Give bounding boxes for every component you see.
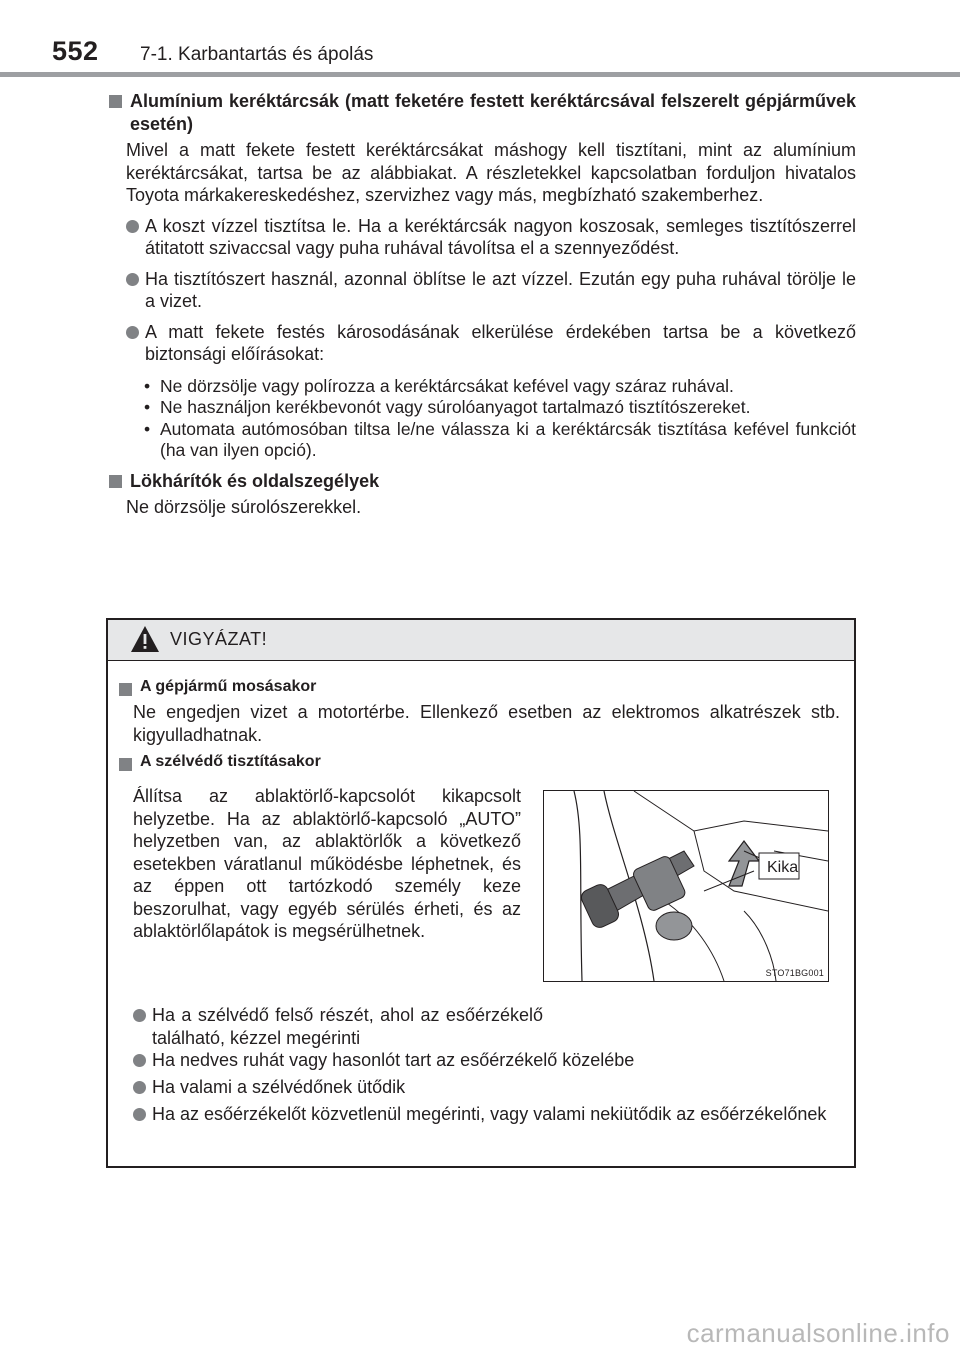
list-item-text: Ha nedves ruhát vagy hasonlót tart az esőérzékelő közelébe — [152, 1050, 635, 1070]
list-item — [133, 1049, 842, 1072]
round-bullet-icon — [126, 220, 139, 233]
wiper-lever-illustration — [544, 791, 828, 981]
warning-title: VIGYÁZAT! — [170, 629, 268, 649]
square-bullet-icon — [109, 475, 122, 488]
warning-header — [108, 620, 854, 661]
list-item-text: A koszt vízzel tisztítsa le. Ha a keréktárcsák nagyon koszosak, semleges tisztítószerrel átitatott szivaccsal vagy puha ruhával távolítsa el a szennyeződést. — [145, 215, 856, 258]
wash-heading — [116, 678, 850, 696]
list-item — [133, 1076, 842, 1099]
bumpers-text: Ne dörzsölje súrolószerekkel. — [126, 497, 362, 517]
round-bullet-icon — [126, 326, 139, 339]
square-bullet-icon — [119, 758, 132, 771]
sub-list-item — [106, 376, 856, 398]
wheels-intro: Mivel a matt fekete festett keréktárcsákat máshogy kell tisztítani, mint az alumínium keréktárcsákat, tartsa be az alábbiakat. A részletekkel kapcsolatban forduljon hivatalos Toyota márkakereskedéshez, szervizhez vagy más, megbízható szakemberhez. — [126, 140, 856, 205]
windshield-heading — [116, 753, 850, 771]
list-item — [133, 1103, 842, 1126]
main-content — [106, 90, 856, 527]
bumpers-heading — [106, 470, 856, 493]
windshield-text: Állítsa az ablaktörlő-kapcsolót kikapcsolt helyzetbe. Ha az ablaktörlő-kapcsoló „AUTO” helyzetben van, az ablaktörlők a következő esetekben váratlanul működésbe léphetnek, és az éppen ott tartózkodó személy keze beszorulhat, vagy egyéb sérülés érheti, és az ablaktörlőlapátok is megsérülhetnek. — [133, 786, 521, 941]
round-bullet-icon — [133, 1081, 146, 1094]
round-bullet-icon — [133, 1108, 146, 1121]
round-bullet-icon — [133, 1054, 146, 1067]
list-item-text: Ha tisztítószert használ, azonnal öblítse le azt vízzel. Ezután egy puha ruhával törölje le a vizet. — [145, 268, 856, 311]
warning-box — [106, 618, 856, 1168]
square-bullet-icon — [119, 683, 132, 696]
dot-bullet-icon: • — [144, 375, 151, 396]
bumpers-heading-text: Lökhárítók és oldalszegélyek — [130, 470, 380, 491]
sub-list-item-text: Automata autómosóban tiltsa le/ne válassza ki a keréktárcsák tisztítása kefével funkciót (ha van ilyen opció). — [160, 418, 856, 460]
sub-list-item-text: Ne használjon kerékbevonót vagy súrolóanyagot tartalmazó tisztítószereket. — [160, 397, 751, 417]
list-item — [106, 321, 856, 366]
square-bullet-icon — [109, 95, 122, 108]
wash-text: Ne engedjen vizet a motortérbe. Ellenkező esetben az elektromos alkatrészek stb. kigyulladhatnak. — [133, 702, 840, 745]
wheels-heading-text: Alumínium keréktárcsák (matt feketére festett keréktárcsával felszerelt gépjárművek esetén) — [130, 91, 856, 134]
page-number: 552 — [52, 36, 99, 66]
list-item-text: A matt fekete festés károsodásának elkerülése érdekében tartsa be a következő biztonsági előírásokat: — [145, 321, 856, 364]
sub-list-item-text: Ne dörzsölje vagy polírozza a keréktárcsákat kefével vagy száraz ruhával. — [160, 375, 734, 396]
list-item — [133, 1004, 543, 1049]
watermark: carmanualsonline.info — [686, 1318, 950, 1348]
round-bullet-icon — [126, 273, 139, 286]
list-item-text: Ha valami a szélvédőnek ütődik — [152, 1077, 406, 1097]
list-item-text: Ha a szélvédő felső részét, ahol az esőérzékelő található, kézzel megérinti — [152, 1005, 543, 1048]
figure-code: STO71BG001 — [765, 968, 824, 978]
list-item-text: Ha az esőérzékelőt közvetlenül megérinti, vagy valami nekiütődik az esőérzékelőnek — [152, 1104, 827, 1124]
dot-bullet-icon: • — [144, 418, 151, 439]
figure-label: Kika — [767, 859, 799, 876]
sub-list-item — [106, 397, 856, 419]
wheels-heading — [106, 90, 856, 135]
warning-triangle-icon — [130, 624, 160, 654]
list-item — [106, 215, 856, 260]
wash-heading-text: A gépjármű mosásakor — [140, 678, 317, 695]
header-rule — [0, 72, 960, 77]
page-header — [0, 0, 960, 82]
windshield-heading-text: A szélvédő tisztításakor — [140, 753, 321, 770]
dot-bullet-icon: • — [144, 397, 151, 417]
list-item — [106, 268, 856, 313]
section-title: 7-1. Karbantartás és ápolás — [140, 44, 374, 65]
sub-list-item — [106, 419, 856, 462]
wiper-switch-figure — [543, 790, 829, 982]
round-bullet-icon — [133, 1009, 146, 1022]
